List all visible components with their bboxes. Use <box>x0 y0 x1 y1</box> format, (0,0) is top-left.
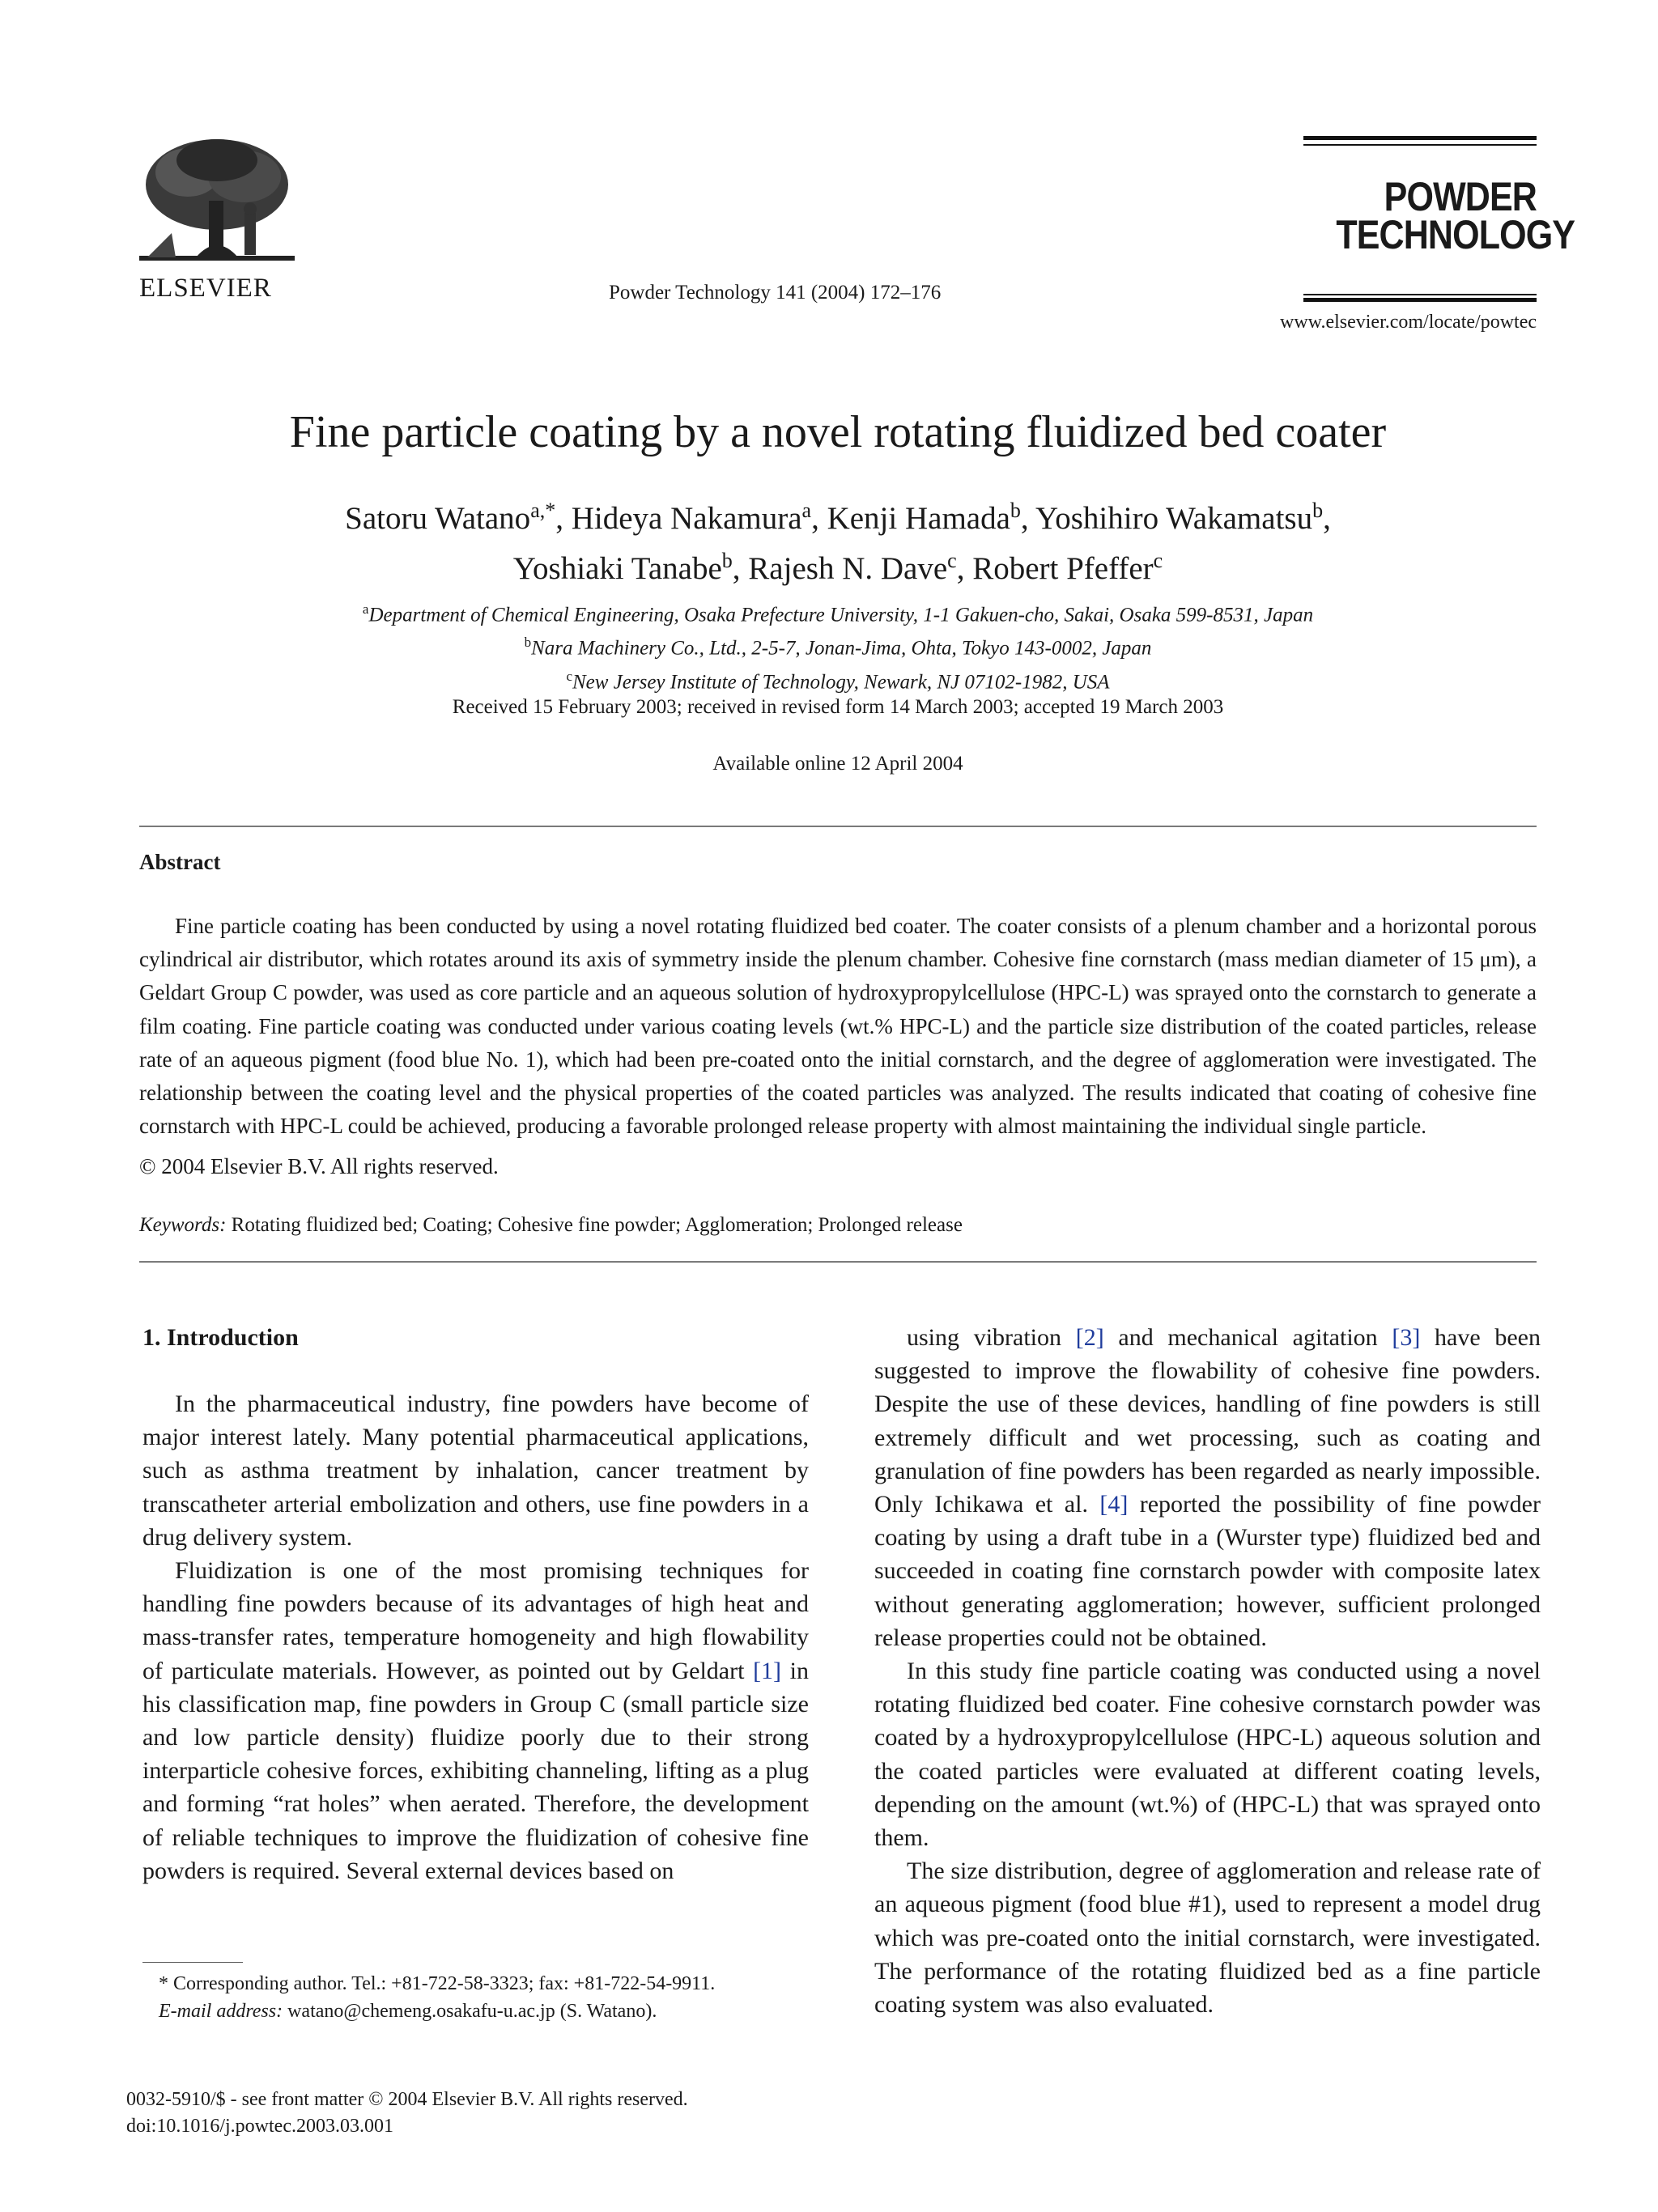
journal-rule <box>1303 294 1537 295</box>
journal-logo-line: TECHNOLOGY <box>1336 212 1575 257</box>
abstract-copyright: © 2004 Elsevier B.V. All rights reserved. <box>139 1154 499 1178</box>
online-date: Available online 12 April 2004 <box>712 753 963 775</box>
keywords <box>139 1214 963 1237</box>
email-note: E-mail address: watano@chemeng.osakafu-u.ac.jp (S. Watano). <box>159 2001 657 2022</box>
journal-rule <box>1303 144 1537 146</box>
paragraph: using vibration [2] and mechanical agitation [3] have been suggested to improve the flowability of cohesive fine powders. Despite the use of these devices, handling of fine powders is still extremely difficult and wet processing, such as coating and granulation of fine powders has been regarded as nearly impossible. Only Ichikawa et al. [4] reported the possibility of fine powder coating by using a draft tube in a (Wurster type) fluidized bed and succeeded in coating fine cornstarch powder with composite latex without generating agglomeration; however, sufficient prolonged release properties could not be obtained. <box>874 1324 1541 1651</box>
paragraph: Fluidization is one of the most promising techniques for handling fine powders because of its advantages of high heat and mass-transfer rates, temperature homogeneity and high flowability of particulate materials. However, as pointed out by Geldart [1] in his classification map, fine powders in Group C (small particle size and low particle density) fluidize poorly due to their strong interparticle cohesive forces, exhibiting channeling, lifting as a plug and forming “rat holes” when aerated. Therefore, the development of reliable techniques to improve the fluidization of cohesive fine powders is required. Several external devices based on <box>142 1557 809 1884</box>
author[interactable]: Rajesh N. Dave$^c$ <box>748 549 957 586</box>
affiliations <box>139 596 1537 696</box>
email-link[interactable]: watano@chemeng.osakafu-u.ac.jp (S. Watano). <box>287 2001 657 2022</box>
affiliation: $^c$New Jersey Institute of Technology, Newark, NJ 07102-1982, USA <box>566 668 1110 693</box>
citation-link[interactable]: [1] <box>753 1657 782 1684</box>
author[interactable]: Yoshihiro Wakamatsu$^b$ <box>1035 499 1324 536</box>
journal-logo-line: POWDER <box>1384 174 1537 219</box>
abstract-text: Fine particle coating has been conducted by using a novel rotating fluidized bed coater. The coater consists of a plenum chamber and a horizontal porous cylindrical air distributor, which rotates around its axis of symmetry inside the plenum chamber. Cohesive fine cornstarch (mass median diameter of 15 μm), a Geldart Group C powder, was used as core particle and an aqueous solution of hydroxypropylcellulose (HPC-L) was sprayed onto the cornstarch to generate a film coating. Fine particle coating was conducted under various coating levels (wt.% HPC-L) and the particle size distribution of the coated particles, release rate of an aqueous pigment (food blue No. 1), which had been pre-coated onto the initial cornstarch, and the degree of agglomeration were investigated. The relationship between the coating level and the physical properties of the coated particles was analyzed. The results indicated that coating of cohesive fine cornstarch with HPC-L could be achieved, producing a favorable prolonged release property with almost maintaining the individual single particle. <box>139 914 1537 1139</box>
divider <box>139 1261 1537 1263</box>
keywords-label: Keywords: <box>139 1214 227 1236</box>
footnote-rule <box>142 1962 243 1963</box>
article-title: Fine particle coating by a novel rotating fluidized bed coater <box>289 407 1387 457</box>
doi-link[interactable]: doi:10.1016/j.powtec.2003.03.001 <box>126 2116 393 2137</box>
citation-link[interactable]: [3] <box>1392 1324 1421 1351</box>
paragraph: In this study fine particle coating was conducted using a novel rotating fluidized bed coater. Fine cohesive cornstarch powder was coated by a hydroxypropylcellulose (HPC-L) aqueous solution and the coated particles were evaluated at different coating levels, depending on the amount (wt.%) of (HPC-L) that was sprayed onto them. <box>874 1658 1541 1852</box>
right-column <box>874 1321 1541 2021</box>
affiliation: $^a$Department of Chemical Engineering, Osaka Prefecture University, 1-1 Gakuen-cho, Sakai, Osaka 599-8531, Japan <box>362 601 1314 626</box>
corresponding-author-note: * Corresponding author. Tel.: +81-722-58-3323; fax: +81-722-54-9911. <box>159 1973 716 1994</box>
journal-url-link[interactable]: www.elsevier.com/locate/powtec <box>1280 312 1537 333</box>
section-heading: 1. Introduction <box>142 1324 299 1351</box>
journal-logo <box>1336 174 1575 257</box>
divider <box>139 826 1537 827</box>
keywords-text: Rotating fluidized bed; Coating; Cohesive fine powder; Agglomeration; Prolonged release <box>231 1214 963 1236</box>
author[interactable]: Robert Pfeffer$^c$ <box>972 549 1163 586</box>
left-column <box>142 1387 809 1887</box>
footnote <box>126 1970 809 2025</box>
affiliation: $^b$Nara Machinery Co., Ltd., 2-5-7, Jonan-Jima, Ohta, Tokyo 143-0002, Japan <box>524 635 1152 660</box>
paragraph: The size distribution, degree of agglomeration and release rate of an aqueous pigment (food blue #1), used to represent a model drug which was pre-coated onto the initial cornstarch, were investigated. The performance of the rotating fluidized bed as a fine particle coating system was also evaluated. <box>874 1857 1541 2019</box>
abstract-heading: Abstract <box>139 850 221 874</box>
author[interactable]: Satoru Watano$^{a,*}$ <box>345 499 556 536</box>
author[interactable]: Kenji Hamada$^b$ <box>827 499 1021 536</box>
paragraph: In the pharmaceutical industry, fine powders have become of major interest lately. Many potential pharmaceutical applications, such as asthma treatment by inhalation, cancer treatment by transcatheter arterial embolization and others, use fine powders in a drug delivery system. <box>142 1390 809 1551</box>
author-list: Satoru Watano$^{a,*}$, Hideya Nakamura$^a$, Kenji Hamada$^b$, Yoshihiro Wakamatsu$^b$, Yoshiaki Tanabe$^b$, Rajesh N. Dave$^c$, Robert Pfeffer$^c$ <box>345 499 1331 586</box>
author[interactable]: Hideya Nakamura$^a$ <box>571 499 812 536</box>
elsevier-tree-logo <box>139 136 295 270</box>
journal-rule <box>1303 298 1537 302</box>
received-dates: Received 15 February 2003; received in revised form 14 March 2003; accepted 19 March 2003 <box>452 696 1224 718</box>
citation-link[interactable]: [2] <box>1075 1324 1104 1351</box>
issn-line: 0032-5910/$ - see front matter © 2004 Elsevier B.V. All rights reserved. <box>126 2089 688 2110</box>
abstract-body <box>139 910 1537 1143</box>
journal-rule <box>1303 136 1537 140</box>
citation-link[interactable]: [4] <box>1099 1491 1129 1518</box>
author[interactable]: Yoshiaki Tanabe$^b$ <box>512 549 733 586</box>
publisher-name: ELSEVIER <box>139 274 272 303</box>
journal-citation: Powder Technology 141 (2004) 172–176 <box>609 282 942 304</box>
front-matter <box>126 2087 688 2140</box>
